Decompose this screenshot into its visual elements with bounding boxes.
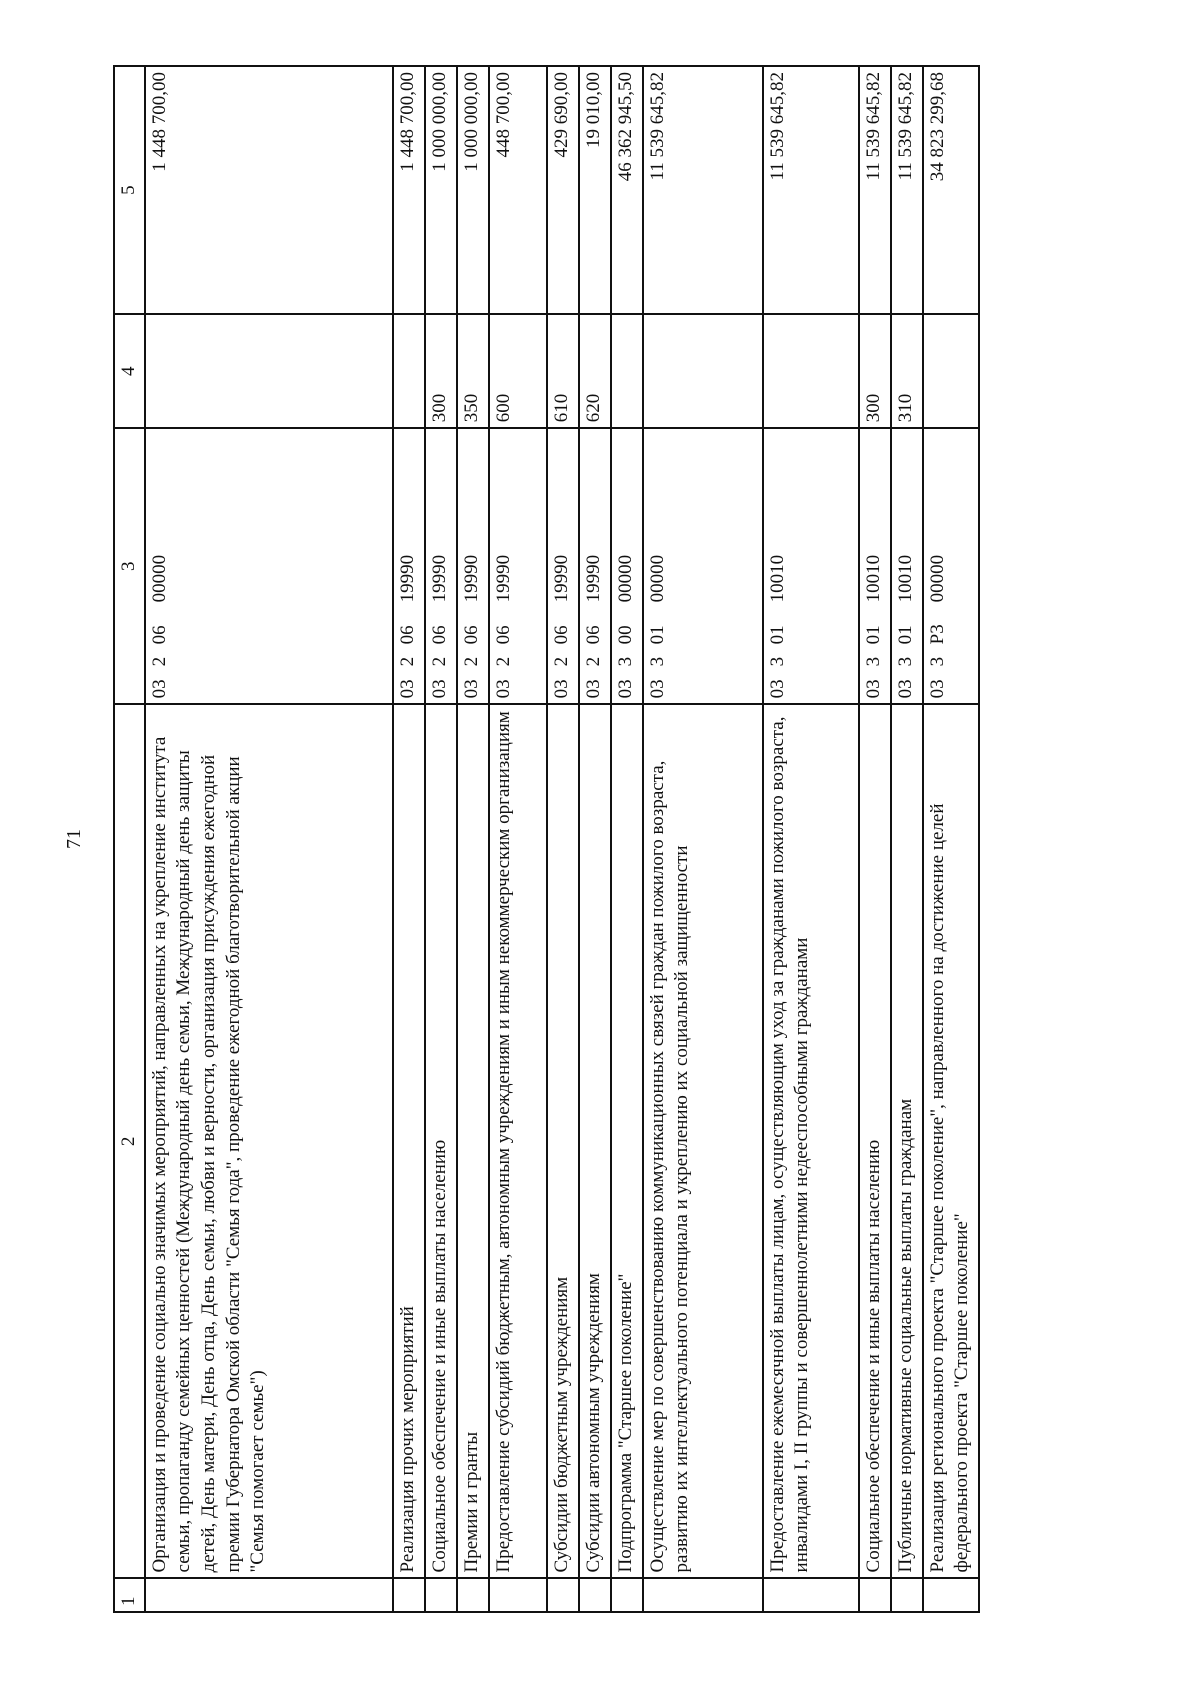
row-code-cell <box>393 428 425 704</box>
row-name-cell: Организация и проведение социально значимых мероприятий, направленных на укрепление института семьи, пропаганду семейных ценностей (Международный день семьи, Международный день защиты детей, День матери, День отца, День семьи, любви и верности, организация присуждения ежегодной премии Губернатора Омской области "Семья года", проведение ежегодной благотворительной акции "Семья помогает семье") <box>145 704 393 1578</box>
code-part: 19990 <box>492 554 514 603</box>
row-name-cell: Премии и гранты <box>457 704 489 1578</box>
code-part: 3 <box>894 656 916 667</box>
row-vr-cell: 610 <box>547 314 579 428</box>
row-vr-cell: 350 <box>457 314 489 428</box>
column-header-5: 5 <box>114 66 145 314</box>
code-part: 01 <box>862 625 884 645</box>
row-number-cell <box>611 1578 643 1612</box>
row-number-cell <box>891 1578 923 1612</box>
code-part: 3 <box>766 656 788 667</box>
code-part: 03 <box>894 679 916 699</box>
code-part: 03 <box>492 679 514 699</box>
code-part: 06 <box>550 625 572 645</box>
row-code-cell <box>891 428 923 704</box>
code-part: 03 <box>926 679 948 699</box>
code-part: 00000 <box>148 554 170 603</box>
code-part: 2 <box>396 656 418 667</box>
row-vr-cell: 300 <box>859 314 891 428</box>
code-part: 10010 <box>862 554 884 603</box>
code-part: 03 <box>766 679 788 699</box>
row-vr-cell <box>145 314 393 428</box>
row-name-cell: Реализация регионального проекта "Старшее поколение", направленного на достижение целей федерального проекта "Старшее поколение" <box>923 704 979 1578</box>
budget-table <box>113 65 980 1613</box>
code-part: 19990 <box>428 554 450 603</box>
row-number-cell <box>393 1578 425 1612</box>
column-header-3: 3 <box>114 428 145 704</box>
code-part: 01 <box>894 625 916 645</box>
row-number-cell <box>547 1578 579 1612</box>
code-part: 03 <box>614 679 636 699</box>
code-part: 2 <box>550 656 572 667</box>
table-row <box>457 66 489 1612</box>
code-part: 03 <box>862 679 884 699</box>
code-part: 06 <box>428 625 450 645</box>
code-part: 2 <box>148 656 170 667</box>
code-part: 06 <box>492 625 514 645</box>
row-amount-cell: 1 448 700,00 <box>393 66 425 314</box>
code-part: 10010 <box>894 554 916 603</box>
row-amount-cell: 11 539 645,82 <box>643 66 763 314</box>
code-part: Р3 <box>926 624 948 645</box>
code-part: 00000 <box>926 554 948 603</box>
column-header-4: 4 <box>114 314 145 428</box>
rotated-page <box>63 65 1073 1613</box>
row-vr-cell <box>763 314 859 428</box>
table-row <box>923 66 979 1612</box>
code-part: 06 <box>148 625 170 645</box>
row-vr-cell <box>643 314 763 428</box>
header-row <box>114 66 145 1612</box>
code-part: 3 <box>646 656 668 667</box>
code-part: 00000 <box>646 554 668 603</box>
code-part: 19990 <box>396 554 418 603</box>
code-part: 2 <box>492 656 514 667</box>
row-amount-cell: 11 539 645,82 <box>763 66 859 314</box>
row-vr-cell <box>923 314 979 428</box>
row-vr-cell <box>611 314 643 428</box>
row-name-cell: Социальное обеспечение и иные выплаты населению <box>425 704 457 1578</box>
row-name-cell: Подпрограмма "Старшее поколение" <box>611 704 643 1578</box>
code-part: 00 <box>614 625 636 645</box>
row-name-cell: Субсидии бюджетным учреждениям <box>547 704 579 1578</box>
table-row <box>489 66 547 1612</box>
row-name-cell: Субсидии автономным учреждениям <box>579 704 611 1578</box>
code-part: 19990 <box>550 554 572 603</box>
row-name-cell: Социальное обеспечение и иные выплаты населению <box>859 704 891 1578</box>
code-part: 03 <box>396 679 418 699</box>
code-part: 06 <box>460 625 482 645</box>
code-part: 03 <box>428 679 450 699</box>
code-part: 3 <box>614 656 636 667</box>
code-part: 03 <box>550 679 572 699</box>
code-part: 19990 <box>460 554 482 603</box>
table-row <box>763 66 859 1612</box>
row-number-cell <box>763 1578 859 1612</box>
code-part: 00000 <box>614 554 636 603</box>
row-amount-cell: 11 539 645,82 <box>891 66 923 314</box>
row-number-cell <box>489 1578 547 1612</box>
row-amount-cell: 11 539 645,82 <box>859 66 891 314</box>
row-code-cell <box>859 428 891 704</box>
column-header-1: 1 <box>114 1578 145 1612</box>
row-vr-cell: 300 <box>425 314 457 428</box>
table-row <box>393 66 425 1612</box>
row-vr-cell: 600 <box>489 314 547 428</box>
row-code-cell <box>763 428 859 704</box>
row-amount-cell: 1 000 000,00 <box>457 66 489 314</box>
code-part: 01 <box>646 625 668 645</box>
table-row <box>425 66 457 1612</box>
table-row <box>145 66 393 1612</box>
row-vr-cell: 620 <box>579 314 611 428</box>
row-vr-cell <box>393 314 425 428</box>
code-part: 03 <box>582 679 604 699</box>
row-number-cell <box>859 1578 891 1612</box>
row-code-cell <box>611 428 643 704</box>
row-amount-cell: 1 000 000,00 <box>425 66 457 314</box>
row-code-cell <box>923 428 979 704</box>
table-row <box>611 66 643 1612</box>
row-number-cell <box>923 1578 979 1612</box>
code-part: 3 <box>862 656 884 667</box>
row-code-cell <box>489 428 547 704</box>
row-code-cell <box>547 428 579 704</box>
table-row <box>891 66 923 1612</box>
code-part: 2 <box>582 656 604 667</box>
row-code-cell <box>579 428 611 704</box>
code-part: 06 <box>396 625 418 645</box>
code-part: 2 <box>428 656 450 667</box>
row-number-cell <box>579 1578 611 1612</box>
row-amount-cell: 34 823 299,68 <box>923 66 979 314</box>
row-number-cell <box>643 1578 763 1612</box>
row-code-cell <box>457 428 489 704</box>
row-name-cell: Предоставление субсидий бюджетным, автономным учреждениям и иным некоммерческим организациям <box>489 704 547 1578</box>
row-amount-cell: 429 690,00 <box>547 66 579 314</box>
row-code-cell <box>145 428 393 704</box>
row-amount-cell: 46 362 945,50 <box>611 66 643 314</box>
row-amount-cell: 19 010,00 <box>579 66 611 314</box>
row-number-cell <box>425 1578 457 1612</box>
row-name-cell: Публичные нормативные социальные выплаты гражданам <box>891 704 923 1578</box>
code-part: 19990 <box>582 554 604 603</box>
row-name-cell: Реализация прочих мероприятий <box>393 704 425 1578</box>
table-row <box>643 66 763 1612</box>
code-part: 01 <box>766 625 788 645</box>
row-vr-cell: 310 <box>891 314 923 428</box>
column-header-2: 2 <box>114 704 145 1578</box>
page-number: 71 <box>63 829 85 849</box>
code-part: 3 <box>926 656 948 667</box>
code-part: 03 <box>460 679 482 699</box>
row-code-cell <box>425 428 457 704</box>
row-amount-cell: 1 448 700,00 <box>145 66 393 314</box>
code-part: 03 <box>646 679 668 699</box>
code-part: 06 <box>582 625 604 645</box>
row-amount-cell: 448 700,00 <box>489 66 547 314</box>
row-number-cell <box>145 1578 393 1612</box>
code-part: 10010 <box>766 554 788 603</box>
table-row <box>547 66 579 1612</box>
row-code-cell <box>643 428 763 704</box>
row-number-cell <box>457 1578 489 1612</box>
code-part: 03 <box>148 679 170 699</box>
code-part: 2 <box>460 656 482 667</box>
table-row <box>859 66 891 1612</box>
row-name-cell: Предоставление ежемесячной выплаты лицам, осуществляющим уход за гражданами пожилого возраста, инвалидами I, II группы и совершеннолетними недееспособными гражданами <box>763 704 859 1578</box>
table-row <box>579 66 611 1612</box>
row-name-cell: Осуществление мер по совершенствованию коммуникационных связей граждан пожилого возраста, развитию их интеллектуального потенциала и укреплению их социальной защищенности <box>643 704 763 1578</box>
